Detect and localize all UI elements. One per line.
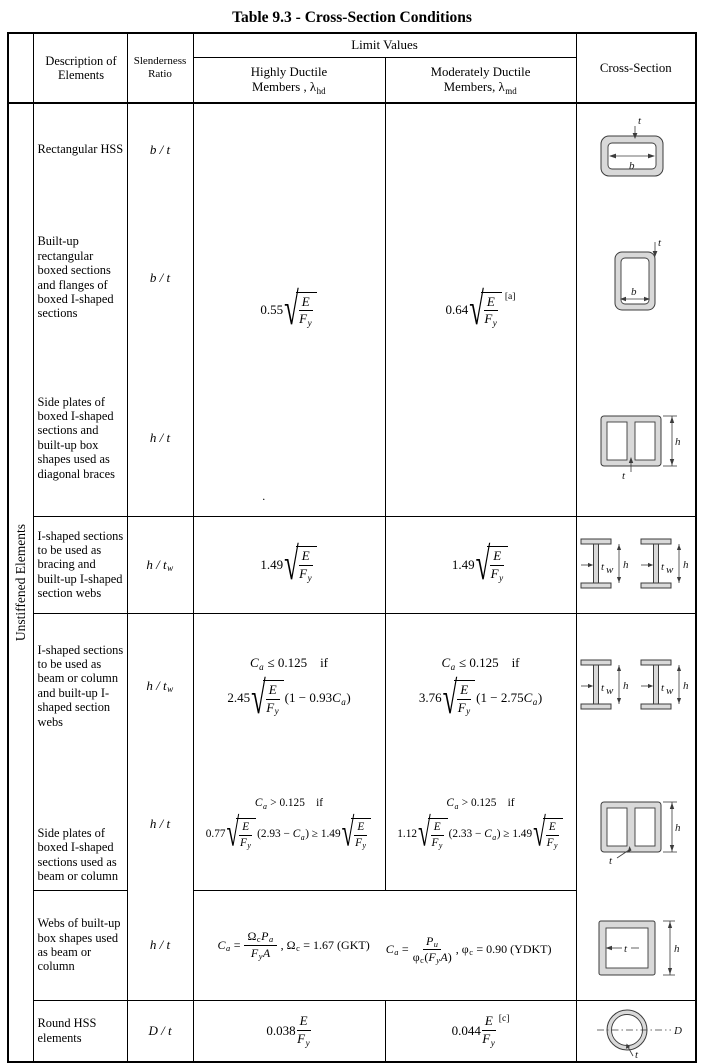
dim-label-h: h — [674, 822, 680, 834]
boxed-i-diagram — [579, 394, 699, 482]
formula-ca-phi-ydkt: C a = P u φ c ( F y A ) , φ c = 0.90 (YDKT) — [385, 933, 552, 966]
dim-label-tw: t — [600, 560, 604, 573]
moderately-ductile-line2: Members, $\lambda_{md}$ — [443, 79, 517, 97]
cs-side-plates-beam-column — [576, 758, 696, 890]
dim-label-D: D — [673, 1024, 682, 1037]
limit-hd-rows1-3 — [193, 103, 385, 516]
desc-side-plates-beam-column: Side plates of boxed I-shaped sections used as beam or column — [33, 758, 127, 890]
col-header-moderately-ductile — [385, 57, 576, 103]
dim-label-t: t — [608, 855, 612, 867]
desc-side-plates-braces: Side plates of boxed I-shaped sections and built-up box shapes used as diagonal braces — [33, 360, 127, 516]
dim-label-b: b — [628, 159, 635, 172]
dim-label-tw: t — [660, 681, 664, 694]
header-row-1 — [8, 33, 696, 57]
dim-label-tw: t — [600, 681, 604, 694]
formula-0044-e-fy: 0.044 E F y [c] — [451, 1013, 510, 1048]
side-label-unstiffened-elements: Unstiffened Elements — [12, 523, 28, 641]
dim-label-b: b — [630, 285, 637, 298]
col-header-slenderness — [127, 33, 193, 103]
dim-label-t: t — [634, 1048, 638, 1060]
limit-md-row4 — [385, 516, 576, 613]
cs-side-plates-braces — [576, 360, 696, 516]
formula-077-hd: 0.77 √ E F y (2.93 − C a ) ≥ 1.49 √ E F y — [196, 818, 383, 850]
cs-ishaped-beam-column — [576, 613, 696, 758]
dim-label-t: t — [621, 469, 625, 482]
desc-round-hss: Round HSS elements — [33, 1000, 127, 1062]
dim-label-t: t — [657, 236, 661, 249]
ratio-builtup-rectangular: b / t — [127, 195, 193, 360]
row-ishaped-bracing — [8, 516, 696, 613]
slenderness-line2: Ratio — [148, 68, 172, 80]
lambda-hd-subscript: hd — [316, 86, 326, 97]
side-label-cell — [8, 103, 33, 1062]
cs-ishaped-bracing — [576, 516, 696, 613]
ratio-side-plates-braces: h / t — [127, 360, 193, 516]
formula-245-hd: 2.45 √ E F y (1 − 0.93 C a ) — [227, 671, 351, 724]
dim-label-t: t — [623, 942, 627, 955]
desc-webs-builtup-box: Webs of built-up box shapes used as beam or column — [33, 890, 127, 1000]
desc-rectangular-hss: Rectangular HSS — [33, 103, 127, 195]
dim-label-h: h — [682, 679, 688, 692]
limit-md-row6 — [385, 758, 576, 890]
condition-ca-le-0125-hd: C a ≤ 0.125 if — [249, 655, 329, 672]
col-header-cross-section: Cross-Section — [576, 33, 696, 103]
cs-builtup-rectangular — [576, 195, 696, 360]
box-web-diagram — [579, 901, 699, 989]
formula-149-sqrt-e-fy-md: 1.49 √ E F y — [388, 546, 574, 582]
limit-hd-row8 — [193, 1000, 385, 1062]
row-round-hss — [8, 1000, 696, 1062]
i-beam-left — [581, 539, 629, 588]
dim-label-tw-sub: w — [605, 684, 613, 697]
limit-hd-row6 — [193, 758, 385, 890]
i-beams-diagram — [579, 529, 697, 601]
formula-376-md: 3.76 √ E F y (1 − 2.75 C a ) — [418, 671, 543, 724]
boxed-i-beam-diagram — [579, 780, 699, 868]
desc-builtup-rectangular: Built-up rectangular boxed sections and flanges of boxed I-shaped sections — [33, 195, 127, 360]
row-webs-builtup-box — [8, 890, 696, 1000]
round-hss-diagram — [581, 1002, 691, 1060]
col-header-highly-ductile — [193, 57, 385, 103]
dim-label-tw: t — [660, 560, 664, 573]
col-header-limit-values: Limit Values — [193, 33, 576, 57]
i-beam-right — [641, 660, 689, 709]
desc-ishaped-bracing: I-shaped sections to be used as bracing and built-up I-shaped section webs — [33, 516, 127, 613]
i-beams-diagram — [579, 650, 697, 722]
dim-label-tw-sub: w — [665, 563, 673, 576]
cs-rectangular-hss — [576, 103, 696, 195]
cs-round-hss — [576, 1000, 696, 1062]
limit-hd-row5 — [193, 613, 385, 758]
ratio-round-hss: D / t — [127, 1000, 193, 1062]
ratio-webs-builtup-box: h / t — [127, 890, 193, 1000]
row-ishaped-beam-column — [8, 613, 696, 758]
dim-label-tw-sub: w — [665, 684, 673, 697]
lambda-md-subscript: md — [505, 86, 517, 97]
dim-label-h: h — [673, 942, 679, 955]
moderately-ductile-line1: Moderately Ductile — [430, 64, 531, 79]
dim-label-h: h — [622, 558, 628, 571]
formula-ca-omega-gkt: C a = Ω c P a F y A , Ω c = 1.67 (GKT) — [217, 929, 370, 961]
dim-label-t: t — [637, 114, 641, 127]
slenderness-line1: Slenderness — [133, 55, 187, 68]
i-beam-right — [641, 539, 689, 588]
ratio-ishaped-beam-column: h / t w — [127, 613, 193, 758]
ratio-side-plates-beam-column: h / t — [127, 758, 193, 890]
condition-ca-gt-0125-hd: C a > 0.125 if — [254, 797, 324, 811]
limit-md-row8 — [385, 1000, 576, 1062]
rect-hss-diagram — [581, 114, 691, 186]
dim-label-h: h — [674, 435, 680, 448]
limit-merged-row7 — [193, 890, 576, 1000]
formula-064-sqrt-e-fy: 0.64 √ E F y [a] — [445, 283, 516, 335]
ratio-rectangular-hss: b / t — [127, 103, 193, 195]
limit-hd-row4 — [193, 516, 385, 613]
limit-md-rows1-3 — [385, 103, 576, 516]
dim-label-h: h — [682, 558, 688, 571]
col-header-description: Description of Elements — [33, 33, 127, 103]
i-beam-left — [581, 660, 629, 709]
corner-cell — [8, 33, 33, 103]
cross-section-conditions-table — [7, 32, 697, 1063]
builtup-box-diagram — [581, 234, 691, 322]
condition-ca-gt-0125-md: C a > 0.125 if — [446, 797, 515, 811]
row-side-plates-beam-column — [8, 758, 696, 890]
formula-112-md: 1.12 √ E F y (2.33 − C a ) ≥ 1.49 √ E F y — [388, 818, 574, 850]
formula-055-sqrt-e-fy: 0.55 √ E F y — [196, 292, 383, 328]
ratio-ishaped-bracing: h / t w — [127, 516, 193, 613]
highly-ductile-line1: Highly Ductile — [250, 64, 328, 79]
dim-label-h: h — [622, 679, 628, 692]
stray-period: . — [262, 488, 266, 503]
table-title: Table 9.3 - Cross-Section Conditions — [232, 9, 472, 26]
formula-149-sqrt-e-fy-hd: 1.49 √ E F y — [196, 546, 383, 582]
limit-md-row5 — [385, 613, 576, 758]
cs-webs-builtup-box — [576, 890, 696, 1000]
formula-0038-e-fy: 0.038 E F y — [266, 1013, 310, 1048]
highly-ductile-line2: Members , $\lambda_{hd}$ — [251, 79, 326, 97]
row-rectangular-hss — [8, 103, 696, 195]
dim-label-tw-sub: w — [605, 563, 613, 576]
desc-ishaped-beam-column: I-shaped sections to be used as beam or column and built-up I-shaped section webs — [33, 613, 127, 758]
condition-ca-le-0125-md: C a ≤ 0.125 if — [441, 655, 520, 672]
